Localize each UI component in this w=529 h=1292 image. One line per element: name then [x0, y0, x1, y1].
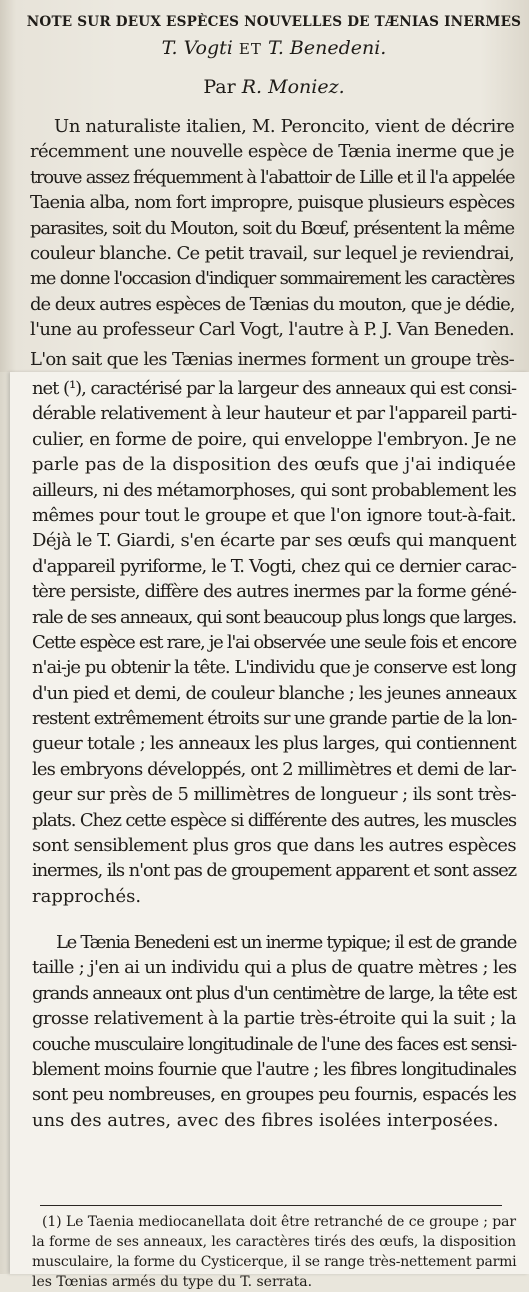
- text-line: de deux autres espèces de Tænias du mouton, que je dédie,: [30, 293, 515, 315]
- text-line: culier, en forme de poire, qui enveloppe l'embryon. Je ne: [32, 428, 517, 450]
- text-line: grosse relativement à la partie très-étroite qui la suit ; la: [32, 1008, 516, 1030]
- text-line: restent extrêmement étroits sur une grande partie de la lon-: [32, 708, 517, 730]
- text-line: d'appareil pyriforme, le T. Vogti, chez qui ce dernier carac-: [32, 555, 516, 577]
- footnote-line: la forme de ses anneaux, les caractères tirés des œufs, la disposition: [32, 1234, 516, 1250]
- text-line: dérable relativement à leur hauteur et par l'appareil parti-: [32, 403, 517, 425]
- paragraph-benedeni: [32, 930, 516, 1133]
- species-vogti: T. Vogti: [161, 37, 233, 59]
- paragraph-vogti: [32, 376, 516, 909]
- text-line: trouve assez fréquemment à l'abattoir de Lille et il l'a appelée: [30, 166, 515, 188]
- footnote-divider: [40, 1205, 502, 1206]
- text-line: L'on sait que les Tænias inermes forment un groupe très-: [30, 349, 514, 370]
- text-line: récemment une nouvelle espèce de Tænia inerme que je: [30, 141, 514, 163]
- text-line: mêmes pour tout le groupe et que l'on ignore tout-à-fait.: [32, 504, 516, 526]
- paragraph-groupe-start: [30, 347, 514, 372]
- text-line: couche musculaire longitudinale de l'une des faces est sensi-: [32, 1033, 516, 1055]
- text-line: blement moins fournie que l'autre ; les fibres longitudinales: [32, 1058, 516, 1080]
- article-title: NOTE SUR DEUX ESPÈCES NOUVELLES DE TÆNIAS INERMES: [26, 14, 522, 30]
- text-line: ailleurs, ni des métamorphoses, qui sont probablement les: [32, 479, 516, 501]
- text-line: l'une au professeur Carl Vogt, l'autre à P. J. Van Beneden.: [30, 319, 515, 341]
- text-line: Cette espèce est rare, je l'ai observée une seule fois et encore: [32, 631, 516, 653]
- text-line: uns des autres, avec des fibres isolées interposées.: [32, 1109, 499, 1131]
- text-line: Déjà le T. Giardi, s'en écarte par ses œufs qui manquent: [32, 530, 516, 552]
- species-benedeni: T. Benedeni.: [267, 37, 387, 59]
- text-line: Taenia alba, nom fort impropre, puisque plusieurs espèces: [30, 192, 515, 214]
- author-line: [24, 76, 524, 98]
- text-line: gueur totale ; les anneaux les plus larges, qui contiennent: [32, 733, 516, 755]
- author-name: R. Moniez.: [241, 76, 345, 98]
- text-line: rale de ses anneaux, qui sont beaucoup plus longs que larges.: [32, 606, 517, 628]
- footnote-line: musculaire, la forme du Cysticerque, il se range très-nettement parmi: [32, 1254, 517, 1270]
- text-line: n'ai-je pu obtenir la tête. L'individu que je conserve est long: [32, 657, 516, 679]
- text-line: d'un pied et demi, de couleur blanche ; les jeunes anneaux: [32, 682, 517, 704]
- text-line: plats. Chez cette espèce si différente des autres, les muscles: [32, 809, 516, 831]
- text-line: Le Tænia Benedeni est un inerme typique; il est de grande: [56, 932, 516, 953]
- text-line: inermes, ils n'ont pas de groupement apparent et sont assez: [32, 860, 516, 882]
- text-line: taille ; j'en ai un individu qui a plus de quatre mètres ; les: [32, 957, 517, 979]
- conjunction: ET: [238, 40, 262, 58]
- text-line: tère persiste, diffère des autres inermes par la forme géné-: [32, 581, 516, 603]
- text-line: couleur blanche. Ce petit travail, sur lequel je reviendrai,: [30, 242, 514, 264]
- article-subtitle: [24, 37, 524, 59]
- text-line: sont peu nombreuses, en groupes peu fournis, espacés les: [32, 1084, 516, 1106]
- text-line: geur sur près de 5 millimètres de longueur ; ils sont très-: [32, 784, 516, 806]
- text-line: net (¹), caractérisé par la largeur des anneaux qui est consi-: [32, 378, 516, 399]
- text-line: parasites, soit du Mouton, soit du Bœuf, présentent la même: [30, 217, 514, 239]
- text-line: les embryons développés, ont 2 millimètres et demi de lar-: [32, 758, 516, 780]
- text-line: me donne l'occasion d'indiquer sommairement les caractères: [30, 268, 514, 290]
- footnote: [32, 1212, 516, 1292]
- text-line: sont sensiblement plus gros que dans les autres espèces: [32, 835, 516, 857]
- author-prefix: Par: [203, 76, 236, 98]
- paragraph-intro: [30, 114, 514, 343]
- footnote-line: les Tœnias armés du type du T. serrata.: [32, 1274, 313, 1290]
- text-line: Un naturaliste italien, M. Peroncito, vient de décrire: [54, 116, 515, 137]
- text-line: grands anneaux ont plus d'un centimètre de large, la tête est: [32, 982, 516, 1004]
- text-line: rapprochés.: [32, 885, 142, 907]
- footnote-line: (1) Le Taenia mediocanellata doit être retranché de ce groupe ; par: [42, 1214, 516, 1230]
- text-line: parle pas de la disposition des œufs que j'ai indiquée: [32, 454, 516, 476]
